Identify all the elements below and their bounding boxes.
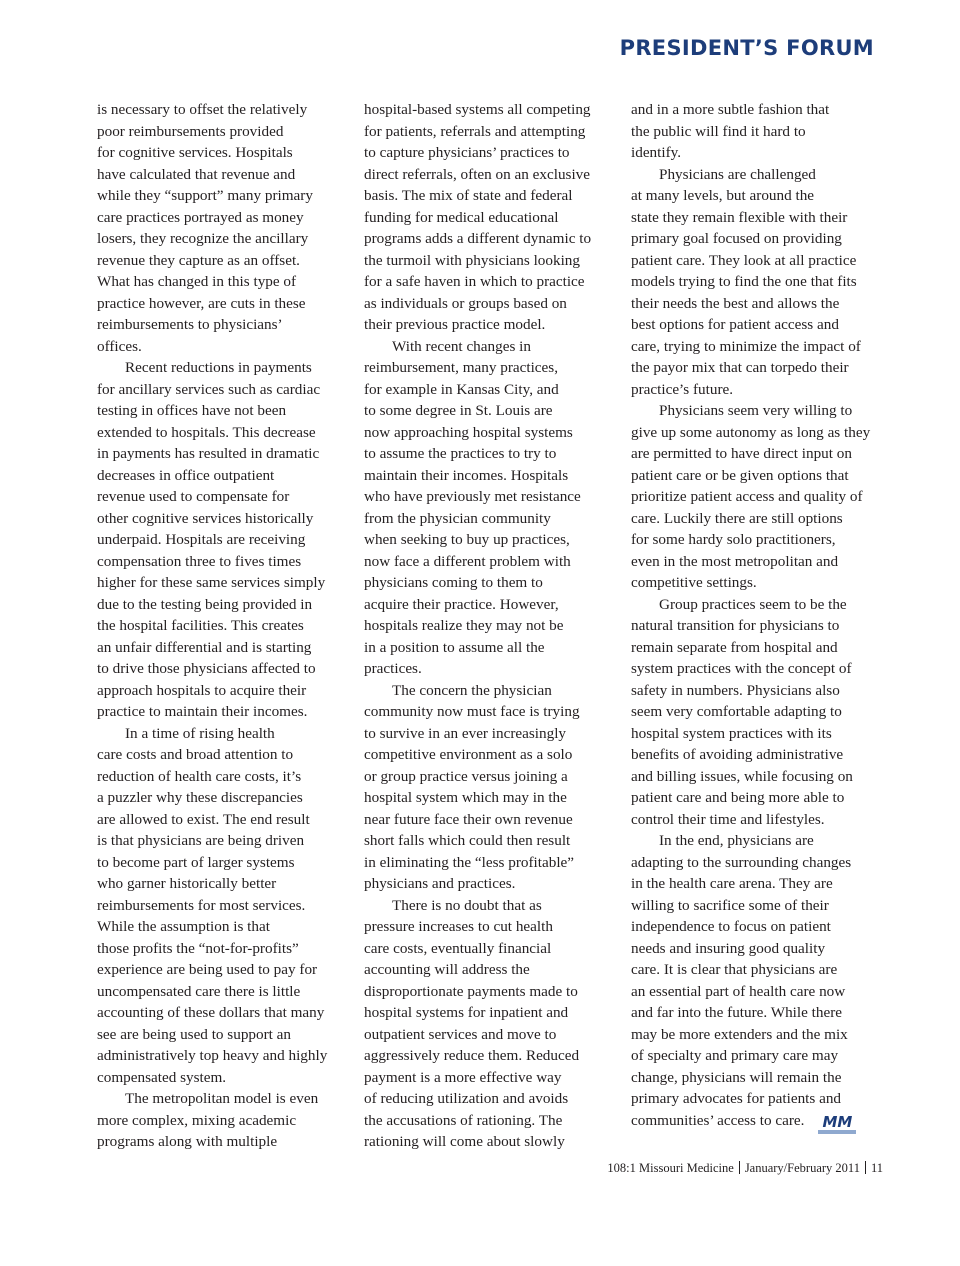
text-line: maintain their incomes. Hospitals [364, 466, 569, 484]
text-line: the payor mix that can torpedo their [631, 359, 849, 376]
text-line: compensated system. [97, 1068, 227, 1086]
text-line: system practices with the concept of [631, 660, 852, 677]
text-line: of specialty and primary care may [631, 1047, 839, 1064]
text-line: hospital systems for inpatient and [364, 1004, 569, 1021]
text-line: care. It is clear that physicians are [631, 961, 838, 978]
text-line: short falls which could then result [364, 832, 571, 849]
text-line: have calculated that revenue and [97, 165, 296, 183]
paragraph-first-line: With recent changes in [392, 337, 531, 355]
text-line: are permitted to have direct input on [631, 445, 852, 462]
text-line: to capture physicians’ practices to [364, 144, 570, 161]
text-line: testing in offices have not been [97, 402, 287, 419]
text-line: physicians and practices. [364, 875, 516, 892]
text-line: models trying to find the one that fits [631, 273, 857, 290]
text-line: aggressively reduce them. Reduced [364, 1047, 580, 1064]
text-line: in a position to assume all the [364, 638, 545, 656]
paragraph-first-line: Recent reductions in payments [125, 359, 312, 376]
text-line: prioritize patient access and quality of [631, 488, 863, 505]
paragraph-first-line: Physicians are challenged [659, 165, 816, 183]
page-footer [607, 1161, 883, 1176]
text-line: for example in Kansas City, and [364, 380, 559, 398]
text-line: practice to maintain their incomes. [97, 703, 308, 720]
section-title: PRESIDENT’S FORUM [619, 36, 874, 60]
text-line: of reducing utilization and avoids [364, 1090, 569, 1107]
text-line: programs along with multiple [97, 1133, 278, 1150]
text-line: in payments has resulted in dramatic [97, 445, 320, 462]
text-line: to drive those physicians affected to [97, 660, 316, 677]
text-line: care, trying to minimize the impact of [631, 337, 861, 355]
text-line: accounting will address the [364, 961, 530, 978]
text-line: see are being used to support an [97, 1025, 292, 1043]
text-line: for patients, referrals and attempting [364, 122, 586, 140]
text-line: willing to sacrifice some of their [631, 896, 829, 914]
end-of-article-mark: MM [818, 1115, 856, 1134]
text-line: acquire their practice. However, [364, 595, 559, 613]
text-line: their needs the best and allows the [631, 294, 840, 312]
paragraph-first-line: There is no doubt that as [392, 896, 542, 914]
text-line: practices. [364, 660, 422, 677]
text-line: disproportionate payments made to [364, 982, 578, 1000]
text-line: primary goal focused on providing [631, 230, 842, 247]
paragraph-first-line: Physicians seem very willing to [659, 402, 853, 419]
text-line: an unfair differential and is starting [97, 638, 312, 656]
text-line: or group practice versus joining a [364, 767, 568, 785]
text-line: competitive settings. [631, 574, 757, 591]
text-line: to some degree in St. Louis are [364, 402, 553, 419]
text-line: who garner historically better [97, 875, 277, 892]
text-line: practice however, are cuts in these [97, 294, 306, 312]
text-line: reimbursement, many practices, [364, 359, 558, 376]
paragraph-first-line: In a time of rising health [125, 724, 275, 742]
text-line: to survive in an ever increasingly [364, 724, 567, 742]
text-line: compensation three to fives times [97, 552, 302, 570]
text-line: basis. The mix of state and federal [364, 187, 573, 204]
footer-issue-date: January/February 2011 [744, 1161, 860, 1175]
text-line: physicians coming to them to [364, 574, 543, 591]
text-line: revenue used to compensate for [97, 488, 290, 505]
text-line: benefits of avoiding administrative [631, 746, 844, 763]
text-line: What has changed in this type of [97, 273, 297, 290]
text-line: and far into the future. While there [631, 1004, 842, 1021]
text-line: in eliminating the “less profitable” [364, 853, 575, 871]
text-line: control their time and lifestyles. [631, 810, 825, 828]
text-line: losers, they recognize the ancillary [97, 230, 309, 247]
text-line: while they “support” many primary [97, 187, 313, 204]
text-line: pressure increases to cut health [364, 918, 553, 935]
text-line: accounting of these dollars that many [97, 1004, 325, 1021]
text-line: offices. [97, 337, 142, 355]
text-line: safety in numbers. Physicians also [631, 681, 840, 699]
text-line: for ancillary services such as cardiac [97, 380, 321, 398]
text-line: seem very comfortable adapting to [631, 703, 842, 720]
paragraph-first-line: The concern the physician [392, 681, 552, 699]
paragraph-first-line: The metropolitan model is even [125, 1090, 319, 1107]
text-line: higher for these same services simply [97, 574, 326, 591]
text-line: when seeking to buy up practices, [364, 531, 570, 548]
text-line: in the health care arena. They are [631, 875, 833, 892]
footer-separator [739, 1161, 740, 1174]
text-line: hospital-based systems all competing [364, 101, 591, 118]
text-line: for cognitive services. Hospitals [97, 144, 293, 161]
text-line: reduction of health care costs, it’s [97, 767, 302, 785]
text-line: who have previously met resistance [364, 488, 581, 505]
text-line: revenue they capture as an offset. [97, 251, 300, 269]
footer-volume-issue: 108:1 [607, 1161, 636, 1175]
text-line: administratively top heavy and highly [97, 1047, 328, 1064]
text-line: an essential part of health care now [631, 982, 846, 1000]
text-line: primary advocates for patients and [631, 1090, 842, 1107]
article-column-3 [631, 99, 881, 1131]
text-line: to assume the practices to try to [364, 445, 557, 462]
text-line: patient care or be given options that [631, 466, 849, 484]
text-line: change, physicians will remain the [631, 1068, 842, 1086]
text-line: reimbursements for most services. [97, 896, 306, 914]
text-line: may be more extenders and the mix [631, 1025, 848, 1043]
text-line: needs and insuring good quality [631, 939, 826, 957]
text-line: near future face their own revenue [364, 810, 573, 828]
text-line: at many levels, but around the [631, 187, 815, 204]
text-line: independence to focus on patient [631, 918, 831, 935]
text-line: due to the testing being provided in [97, 595, 313, 613]
text-line: poor reimbursements provided [97, 122, 284, 140]
text-line: state they remain flexible with their [631, 208, 848, 226]
text-line: programs adds a different dynamic to [364, 230, 592, 247]
text-line: care practices portrayed as money [97, 208, 304, 226]
text-line: even in the most metropolitan and [631, 552, 839, 570]
text-line: the public will find it hard to [631, 122, 806, 140]
text-line: community now must face is trying [364, 703, 580, 720]
text-line: experience are being used to pay for [97, 961, 318, 978]
text-line: for some hardy solo practitioners, [631, 531, 836, 548]
text-line: patient care and being more able to [631, 789, 845, 806]
text-line: hospital system practices with its [631, 724, 832, 742]
text-line: While the assumption is that [97, 918, 270, 935]
text-line: care costs and broad attention to [97, 746, 294, 763]
text-line: approach hospitals to acquire their [97, 681, 307, 699]
text-line: care costs, eventually financial [364, 939, 552, 957]
paragraph-first-line: In the end, physicians are [659, 832, 814, 849]
text-line: their previous practice model. [364, 316, 546, 333]
text-line: the turmoil with physicians looking [364, 251, 580, 269]
text-line: adapting to the surrounding changes [631, 853, 852, 871]
text-line: competitive environment as a solo [364, 746, 573, 763]
text-line: remain separate from hospital and [631, 638, 838, 656]
text-line: give up some autonomy as long as they [631, 423, 871, 441]
text-line: identify. [631, 144, 682, 161]
article-column-2 [364, 99, 614, 1153]
text-line: practice’s future. [631, 380, 734, 398]
text-line: extended to hospitals. This decrease [97, 423, 316, 441]
text-line: hospitals realize they may not be [364, 617, 564, 634]
text-line: a puzzler why these discrepancies [97, 789, 303, 806]
text-line: outpatient services and move to [364, 1025, 557, 1043]
text-line: now face a different problem with [364, 552, 571, 570]
text-line: as individuals or groups based on [364, 294, 567, 312]
text-line: for a safe haven in which to practice [364, 273, 585, 290]
text-line: are allowed to exist. The end result [97, 810, 310, 828]
text-line: payment is a more effective way [364, 1068, 562, 1086]
text-line: rationing will come about slowly [364, 1133, 565, 1150]
text-line: is necessary to offset the relatively [97, 101, 308, 118]
text-line: the hospital facilities. This creates [97, 617, 304, 634]
text-line: is that physicians are being driven [97, 832, 305, 849]
text-line: uncompensated care there is little [97, 982, 301, 1000]
text-line: those profits the “not-for-profits” [97, 939, 299, 957]
text-line: communities’ access to care. MM [631, 1110, 881, 1132]
text-line: now approaching hospital systems [364, 423, 573, 441]
text-line: patient care. They look at all practice [631, 251, 857, 269]
text-line: from the physician community [364, 509, 551, 527]
paragraph-first-line: Group practices seem to be the [659, 595, 847, 613]
text-line: and billing issues, while focusing on [631, 767, 853, 785]
text-line: and in a more subtle fashion that [631, 101, 830, 118]
text-line: hospital system which may in the [364, 789, 567, 806]
text-line: reimbursements to physicians’ [97, 316, 283, 333]
article-column-1 [97, 99, 347, 1153]
page-number: 11 [870, 1161, 883, 1175]
text-line: underpaid. Hospitals are receiving [97, 531, 306, 548]
text-line: direct referrals, often on an exclusive [364, 165, 591, 183]
text-line: best options for patient access and [631, 316, 839, 333]
text-line: care. Luckily there are still options [631, 509, 843, 527]
text-line: the accusations of rationing. The [364, 1111, 563, 1129]
text-line: more complex, mixing academic [97, 1111, 297, 1129]
text-line: other cognitive services historically [97, 509, 314, 527]
text-line: natural transition for physicians to [631, 617, 840, 634]
footer-journal-name: Missouri Medicine [639, 1161, 734, 1175]
footer-separator [865, 1161, 866, 1174]
text-line: to become part of larger systems [97, 853, 295, 871]
text-line: decreases in office outpatient [97, 466, 275, 484]
text-line: funding for medical educational [364, 208, 559, 226]
